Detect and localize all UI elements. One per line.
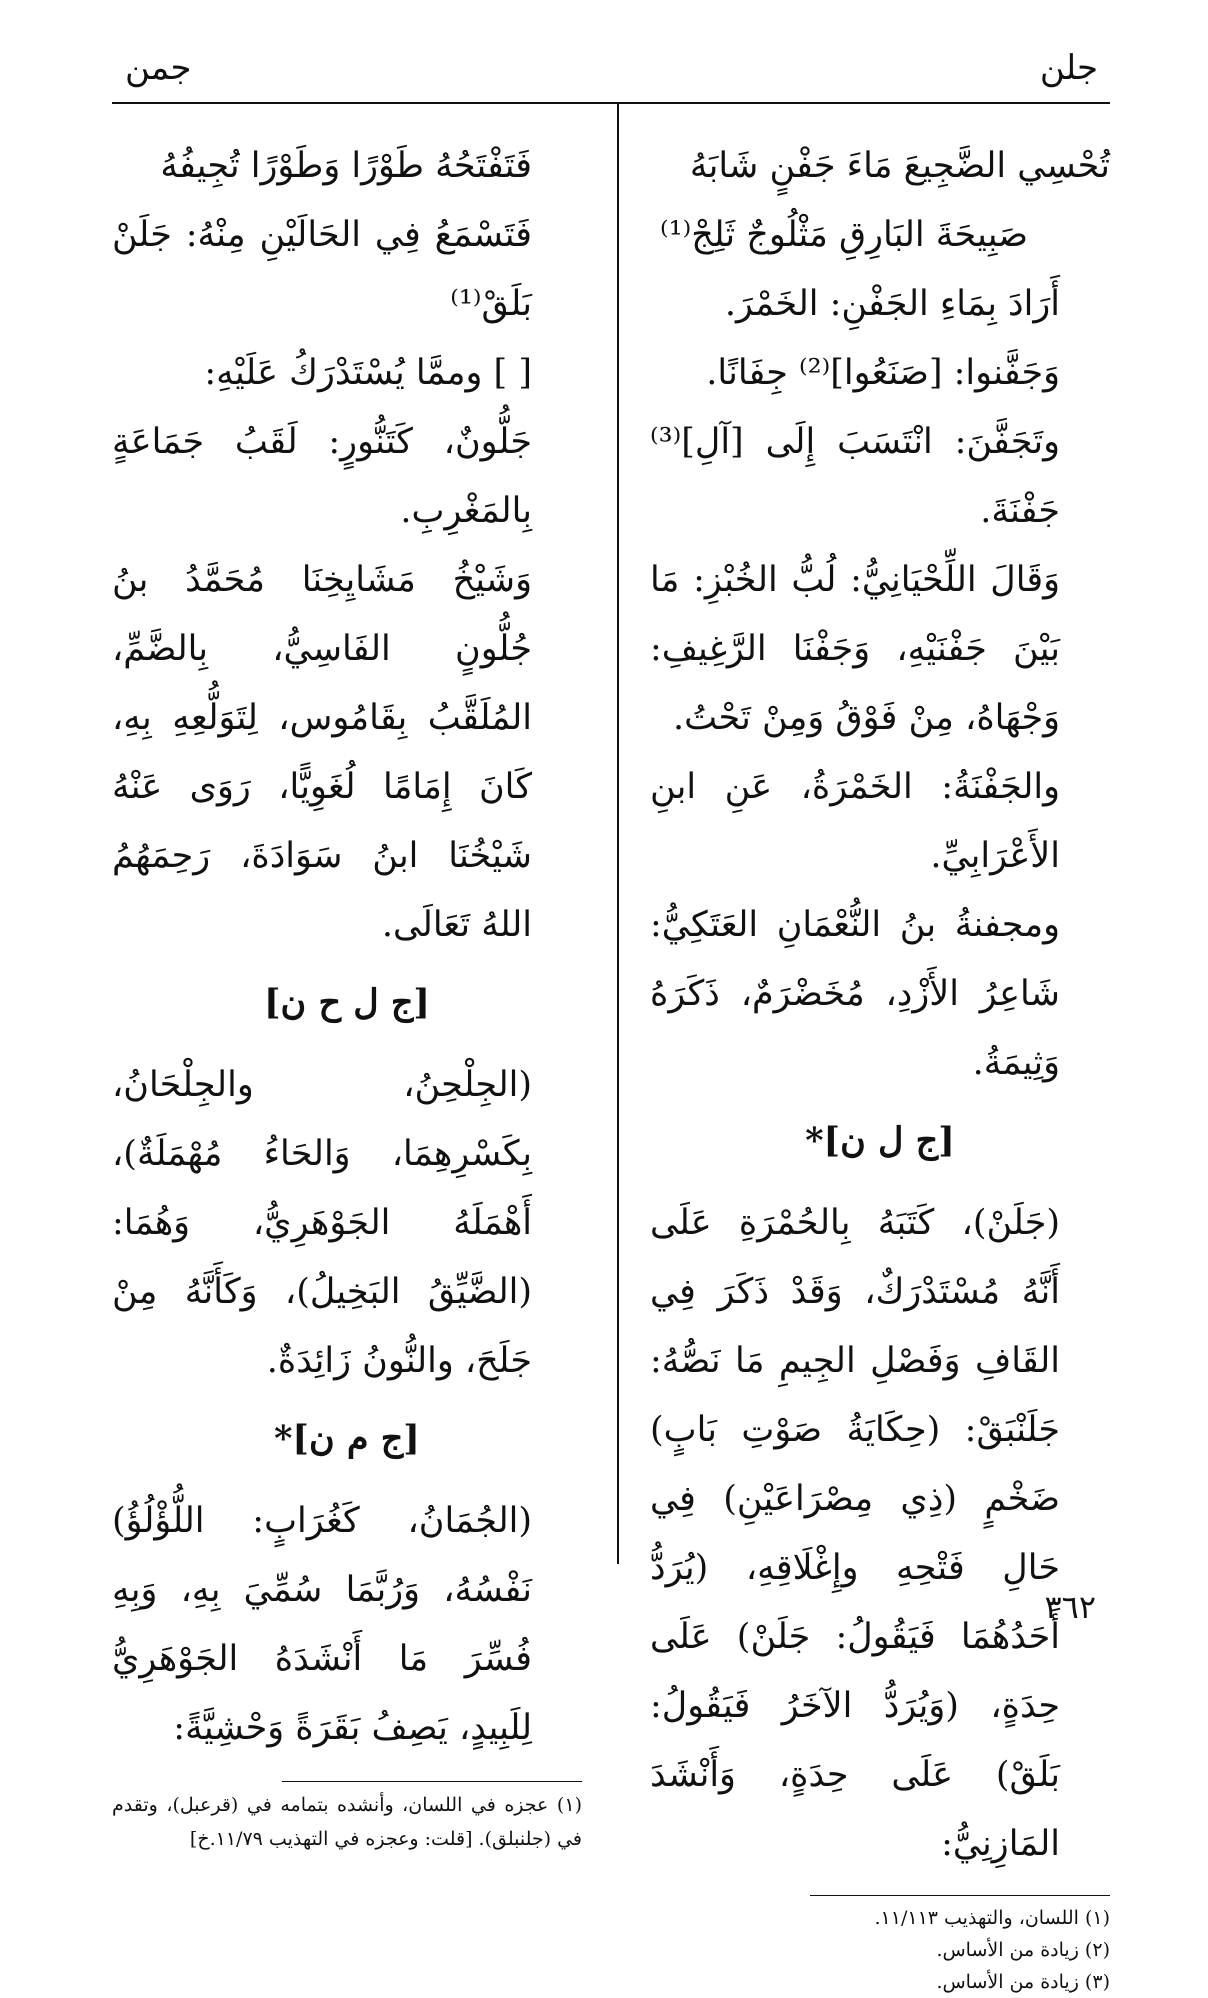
paragraph: جَلُّونٌ، كَتَنُّورٍ: لَقَبُ جَمَاعَةٍ بِالمَغْرِبِ. [112, 422, 532, 531]
page-number: ٣٦٢ [1044, 1588, 1096, 1626]
paragraph: (جَلَنْ)، كَتَبَهُ بِالحُمْرَةِ عَلَى أَنَّهُ مُسْتَدْرَكٌ، وَقَدْ ذَكَرَ فِي القَافِ وَفَصْلِ الجِيمِ مَا نَصُّهُ: جَلَنْبَقْ: (حِكَايَةُ صَوْتِ بَابٍ) ضَخْمٍ (ذِي مِصْرَاعَيْنِ) فِي حَالِ فَتْحِهِ وإِغْلَاقِهِ، (يُرَدُّ أَحَدُهُمَا فَيَقُولُ: جَلَنْ) عَلَى حِدَةٍ، (وَيُرَدُّ الآخَرُ فَيَقُولُ: بَلَقْ) عَلَى حِدَةٍ، وَأَنْشَدَ المَازِنِيُّ: [650, 1203, 1060, 1864]
paragraph: وتَجَفَّنَ: انْتَسَبَ إِلَى [آلِ]⁽³⁾ جَفْنَةَ. [650, 422, 1060, 531]
footnote-rule [810, 1895, 1110, 1896]
right-column [650, 132, 1110, 1998]
paragraph: وَشَيْخُ مَشَايِخِنَا مُحَمَّدُ بنُ جُلُّونٍ الفَاسِيُّ، بِالضَّمِّ، المُلَقَّبُ بِقَامُوس، لِتَوَلُّعِهِ بِهِ، كَانَ إِمَامًا لُغَوِيًّا، رَوَى عَنْهُ شَيْخُنَا ابنُ سَوَادَةَ، رَحِمَهُمُ اللهُ تَعَالَى. [112, 560, 532, 945]
header-rule [112, 102, 1110, 104]
paragraph: (الجِلْحِنُ، والجِلْحَانُ، بِكَسْرِهِمَا، وَالحَاءُ مُهْمَلَةٌ)، أَهْمَلَهُ الجَوْهَرِيُّ، وَهُمَا: (الضَّيِّقُ البَخِيلُ)، وَكَأَنَّهُ مِنْ جَلَحَ، والنُّونُ زَائِدَةٌ. [112, 1065, 532, 1381]
verse-line: فَتَسْمَعُ فِي الحَالَيْنِ مِنْهُ: جَلَنْ بَلَقْ⁽¹⁾ [112, 215, 532, 324]
footnote: (٣) زيادة من الأساس. [936, 1971, 1110, 1993]
paragraph: والجَفْنَةُ: الخَمْرَةُ، عَنِ ابنِ الأَعْرَابِيِّ. [650, 767, 1060, 876]
verse-line: فَتَفْتَحُهُ طَوْرًا وَطَوْرًا تُجِيفُهُ [160, 146, 532, 186]
footnote: (٢) زيادة من الأساس. [936, 1939, 1110, 1961]
footnote-rule [282, 1781, 582, 1782]
paragraph: وَقَالَ اللِّحْيَانِيُّ: لُبُّ الخُبْزِ: مَا بَيْنَ جَفْنَيْهِ، وَجَفْنَا الرَّغِيفِ: وَجْهَاهُ، مِنْ فَوْقُ وَمِنْ تَحْتُ. [650, 560, 1060, 738]
left-column [112, 132, 582, 1856]
column-divider [617, 104, 619, 1564]
entry-heading: [ج ل ن]* [805, 1120, 955, 1161]
paragraph: [ ] وممَّا يُسْتَدْرَكُ عَلَيْهِ: [204, 353, 532, 393]
paragraph: ومجفنةُ بنُ النُّعْمَانِ العَتَكِيُّ: شَاعِرُ الأَزْدِ، مُخَضْرَمٌ، ذَكَرَهُ وَثِيمَةُ. [650, 905, 1060, 1083]
entry-heading: [ج ل ح ن] [264, 982, 430, 1023]
running-head-right: جلن [1039, 48, 1098, 88]
footnote: (١) عجزه في اللسان، وأنشده بتمامه في (قرعبل)، وتقدم في (جلنبلق). [قلت: وعجزه في التهذيب ١١/٧٩.خ] [112, 1794, 582, 1850]
running-head-left: جمن [125, 48, 192, 88]
paragraph: وَجَفَّنوا: [صَنَعُوا]⁽²⁾ جِفَانًا. [706, 353, 1060, 393]
entry-heading: [ج م ن]* [274, 1418, 420, 1459]
verse-line: تُحْسِي الضَّجِيعَ مَاءَ جَفْنٍ شَابَهُ [689, 146, 1110, 186]
paragraph: أَرَادَ بِمَاءِ الجَفْنِ: الخَمْرَ. [724, 284, 1060, 324]
verse-line: صَبِيحَةَ البَارِقِ مَثْلُوجٌ ثَلِجْ⁽¹⁾ [660, 215, 1028, 255]
paragraph: (الجُمَانُ، كَغُرَابٍ: اللُّؤْلُؤُ) نَفْسُهُ، وَرُبَّمَا سُمِّيَ بِهِ، وَبِهِ فُسِّرَ مَا أَنْشَدَهُ الجَوْهَرِيُّ لِلَبِيدٍ، يَصِفُ بَقَرَةً وَحْشِيَّةً: [112, 1501, 532, 1748]
footnote: (١) اللسان، والتهذيب ١١/١١٣. [874, 1907, 1110, 1929]
